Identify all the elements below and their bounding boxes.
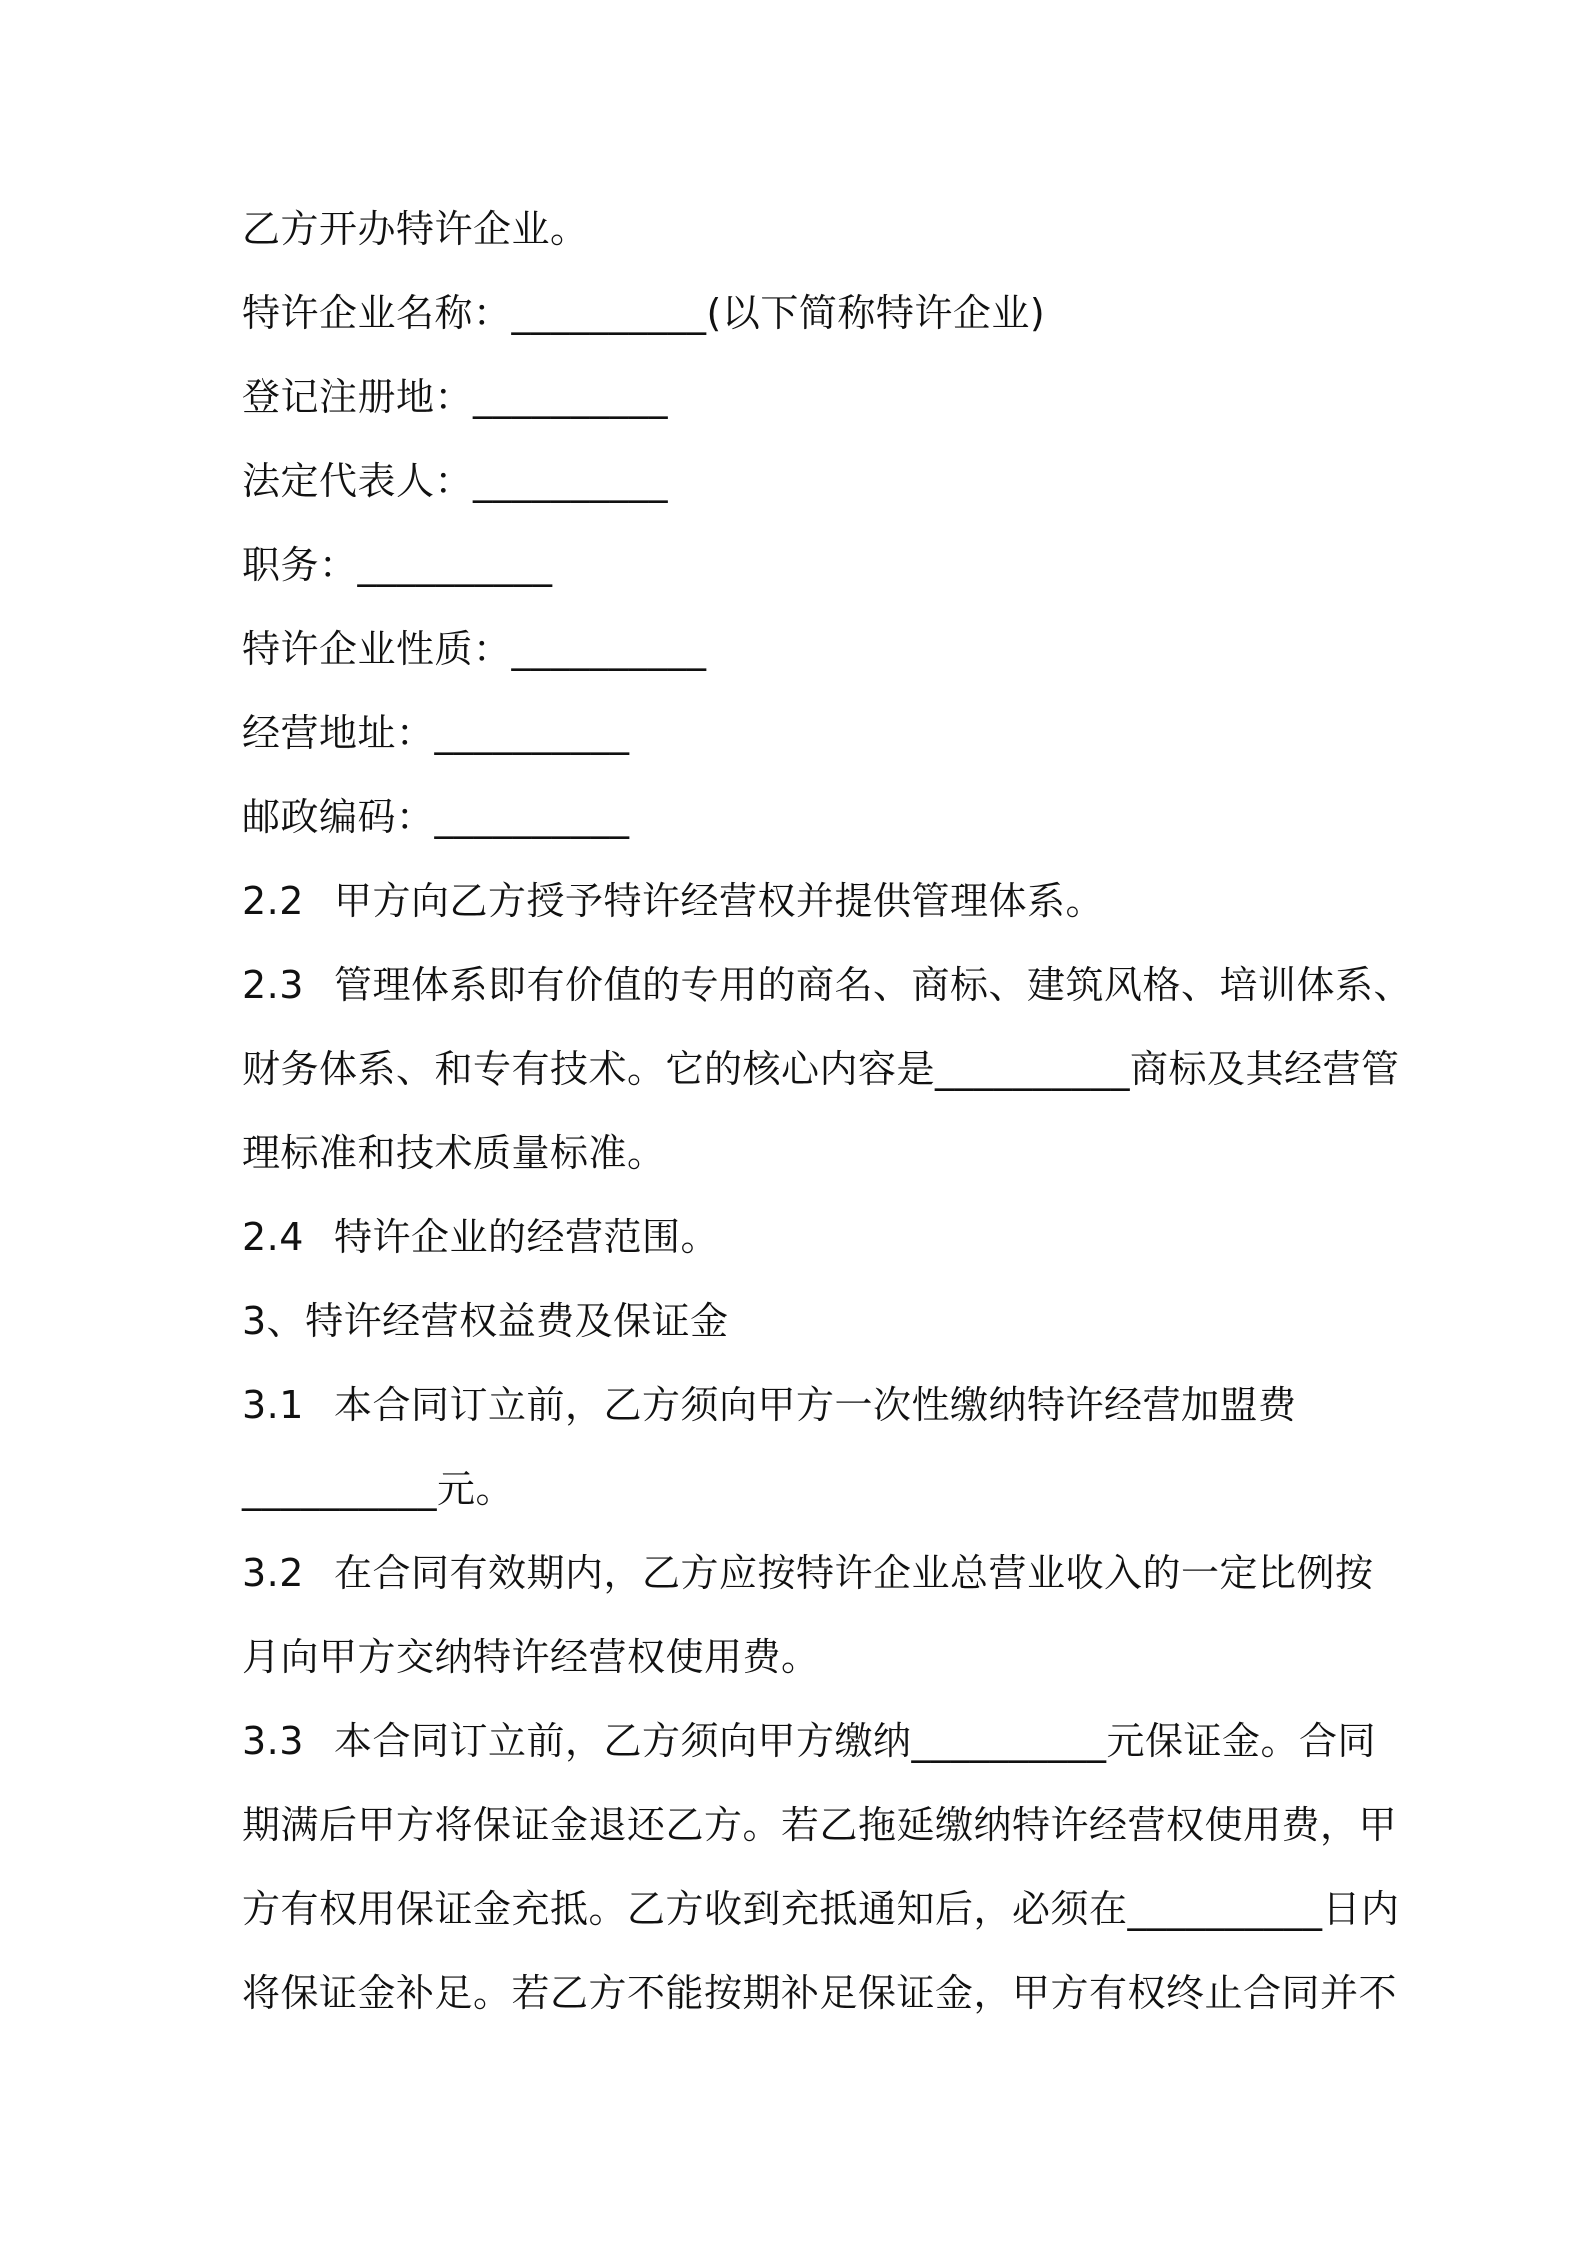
- text-line: [242, 1464, 1372, 1514]
- line-text: 月向甲方交纳特许经营权使用费。: [242, 1635, 820, 1679]
- text-line: [242, 456, 1372, 506]
- line-text: 理标准和技术质量标准。: [242, 1131, 666, 1175]
- line-text: 职务：__________: [242, 543, 553, 587]
- line-text: 特许企业的经营范围。: [334, 1215, 720, 1259]
- line-text: 期满后甲方将保证金退还乙方。若乙拖延缴纳特许经营权使用费，甲: [242, 1803, 1398, 1847]
- line-text: 邮政编码：__________: [242, 795, 630, 839]
- text-line: [242, 372, 1372, 422]
- section-heading: [242, 1296, 1372, 1346]
- text-line: [242, 708, 1372, 758]
- line-text: 登记注册地：__________: [242, 375, 669, 419]
- clause-line: [242, 960, 1413, 1010]
- line-text: 财务体系、和专有技术。它的核心内容是__________商标及其经营管: [242, 1047, 1400, 1091]
- line-text: 在合同有效期内，乙方应按特许企业总营业收入的一定比例按: [334, 1551, 1374, 1595]
- text-line: [242, 1044, 1400, 1094]
- clause-number: 3.1: [242, 1383, 304, 1427]
- clause-number: 2.2: [242, 879, 304, 923]
- text-line: [242, 288, 1372, 338]
- clause-line: [242, 1716, 1377, 1766]
- text-line: [242, 1128, 1372, 1178]
- clause-number: 2.3: [242, 963, 304, 1007]
- clause-number: 3.2: [242, 1551, 304, 1595]
- line-text: 特许企业性质：__________: [242, 627, 707, 671]
- line-text: 经营地址：__________: [242, 711, 630, 755]
- line-text: 甲方向乙方授予特许经营权并提供管理体系。: [334, 879, 1105, 923]
- line-text: 法定代表人：__________: [242, 459, 669, 503]
- text-line: [242, 792, 1372, 842]
- clause-line: [242, 1212, 1372, 1262]
- clause-number: 2.4: [242, 1215, 304, 1259]
- text-line: [242, 624, 1372, 674]
- line-text: 3、特许经营权益费及保证金: [242, 1299, 729, 1343]
- text-line: [242, 1884, 1400, 1934]
- text-line: [242, 1800, 1398, 1850]
- line-text: 本合同订立前，乙方须向甲方一次性缴纳特许经营加盟费: [334, 1383, 1297, 1427]
- line-text: 方有权用保证金充抵。乙方收到充抵通知后，必须在__________日内: [242, 1887, 1400, 1931]
- line-text: 本合同订立前，乙方须向甲方缴纳__________元保证金。合同: [334, 1719, 1377, 1763]
- line-text: 乙方开办特许企业。: [242, 207, 589, 251]
- text-line: [242, 1968, 1398, 2018]
- text-line: [242, 1632, 1372, 1682]
- text-line: [242, 204, 1372, 254]
- line-text: __________元。: [242, 1467, 515, 1511]
- text-line: [242, 540, 1372, 590]
- clause-number: 3.3: [242, 1719, 304, 1763]
- clause-line: [242, 876, 1372, 926]
- clause-line: [242, 1380, 1372, 1430]
- line-text: 管理体系即有价值的专用的商名、商标、建筑风格、培训体系、: [334, 963, 1413, 1007]
- line-text: 特许企业名称：__________(以下简称特许企业): [242, 291, 1046, 335]
- clause-line: [242, 1548, 1372, 1598]
- line-text: 将保证金补足。若乙方不能按期补足保证金，甲方有权终止合同并不: [242, 1971, 1398, 2015]
